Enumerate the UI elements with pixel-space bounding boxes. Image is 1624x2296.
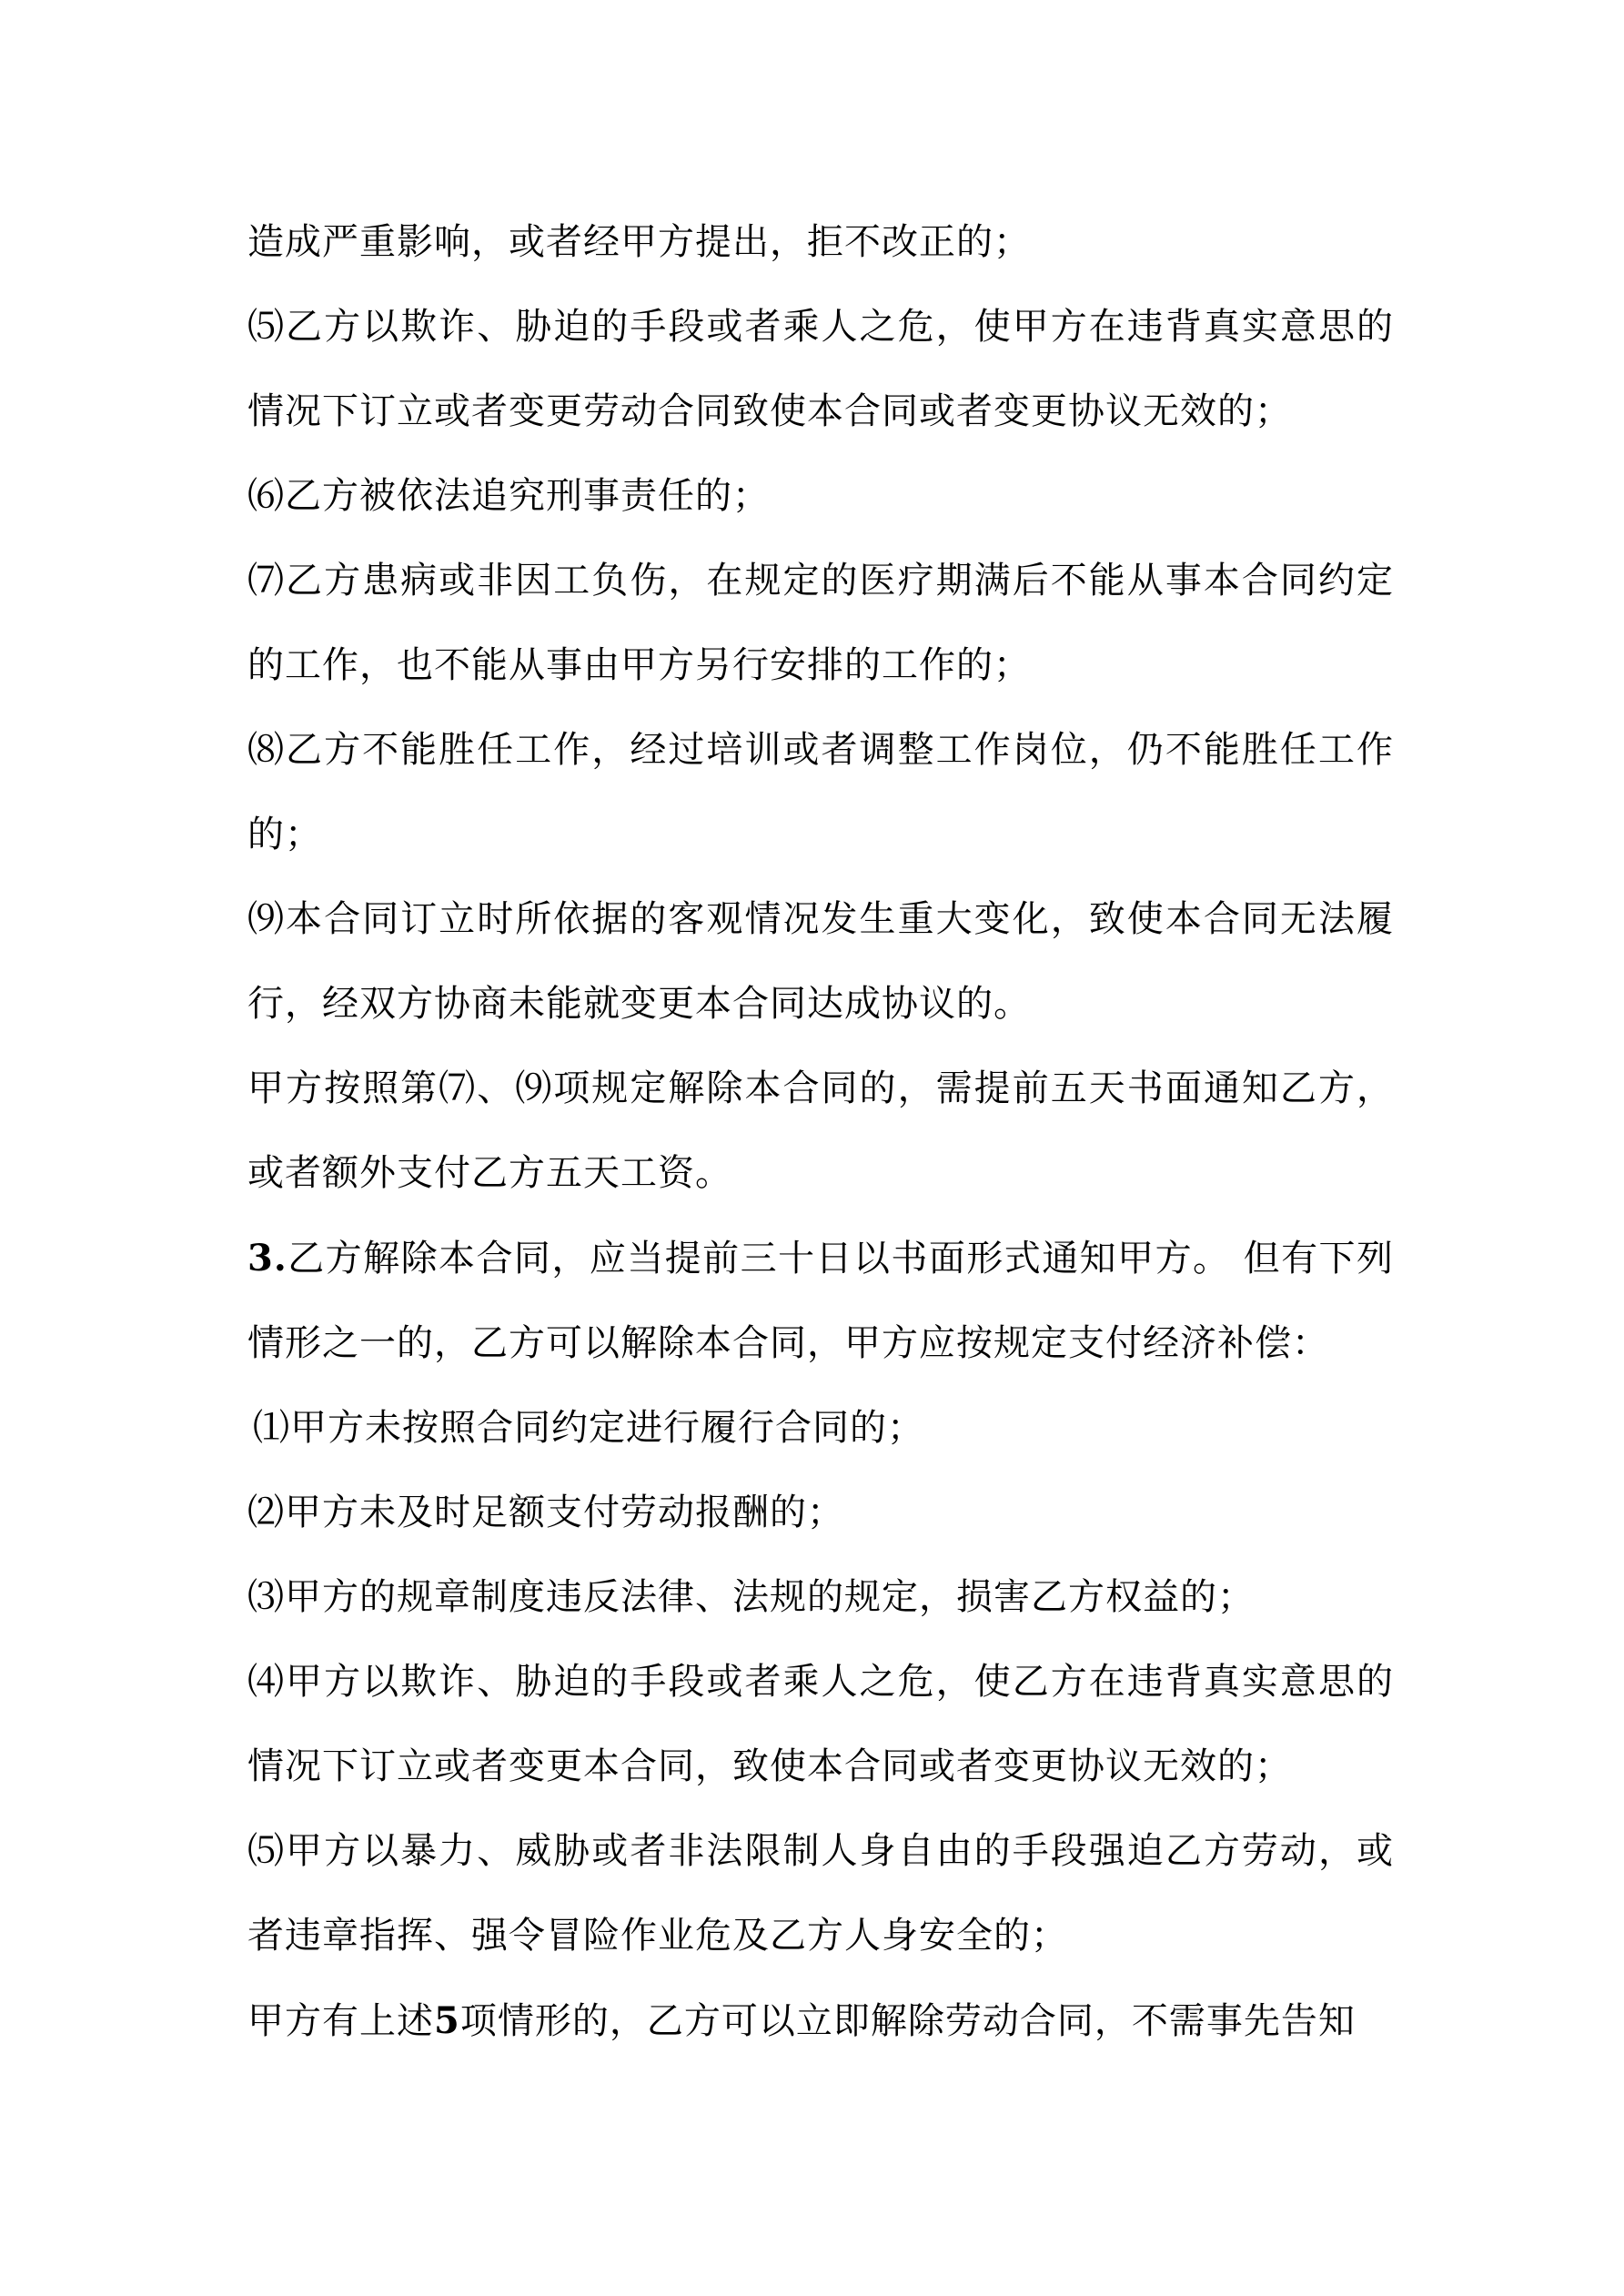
closing-paragraph — [247, 1978, 1394, 2064]
item-2-unpaid-wages: ⑵甲方未及时足额支付劳动报酬的； — [247, 1492, 844, 1533]
clause-6-criminal-liability: ⑹乙方被依法追究刑事责任的； — [247, 475, 770, 517]
item-5-forced-labor: ⑸甲方以暴力、威胁或者非法限制人身自由的手段强迫乙方劳动，或者违章指挥、强令冒险作业危及乙方人身安全的； — [247, 1830, 1394, 1957]
closing-count: 5 — [434, 1999, 460, 2042]
section-3-text: 乙方解除本合同，应当提前三十日以书面形式通知甲方。 但有下列情形之一的，乙方可以解除本合同，甲方应按规定支付经济补偿： — [247, 1238, 1394, 1364]
item-3-illegal-rules: ⑶甲方的规章制度违反法律、法规的规定，损害乙方权益的； — [247, 1576, 1255, 1618]
document-body — [247, 200, 1394, 2064]
section-3-number: 3. — [247, 1237, 287, 1279]
closing-after: 项情形的，乙方可以立即解除劳动合同，不需事先告知 — [459, 2000, 1356, 2042]
clause-5-party-b-fraud: ⑸乙方以欺诈、胁迫的手段或者乘人之危，使甲方在违背真实意思的情况下订立或者变更劳动合同致使本合同或者变更协议无效的； — [247, 306, 1394, 432]
paragraph-continuation: 造成严重影响，或者经甲方提出，拒不改正的； — [247, 221, 1031, 263]
item-1-contract-breach: ⑴甲方未按照合同约定进行履行合同的； — [253, 1407, 924, 1449]
clause-7-illness-injury: ⑺乙方患病或非因工负伤，在规定的医疗期满后不能从事本合同约定的工作，也不能从事由甲方另行安排的工作的； — [247, 560, 1394, 686]
item-4-party-a-fraud: ⑷甲方以欺诈、胁迫的手段或者乘人之危，使乙方在违背真实意思的情况下订立或者变更本合同，致使本合同或者变更协议无效的； — [247, 1661, 1394, 1787]
notice-requirement: 甲方按照第⑺、⑼项规定解除本合同的，需提前五天书面通知乙方，或者额外支付乙方五天工资。 — [247, 1067, 1394, 1194]
closing-before: 甲方有上述 — [247, 2000, 434, 2042]
clause-9-circumstance-change: ⑼本合同订立时所依据的客观情况发生重大变化，致使本合同无法履行，经双方协商未能就变更本合同达成协议的。 — [247, 898, 1394, 1025]
section-3-heading — [247, 1216, 1394, 1386]
clause-8-incompetence: ⑻乙方不能胜任工作，经过培训或者调整工作岗位，仍不能胜任工作的； — [247, 729, 1394, 855]
